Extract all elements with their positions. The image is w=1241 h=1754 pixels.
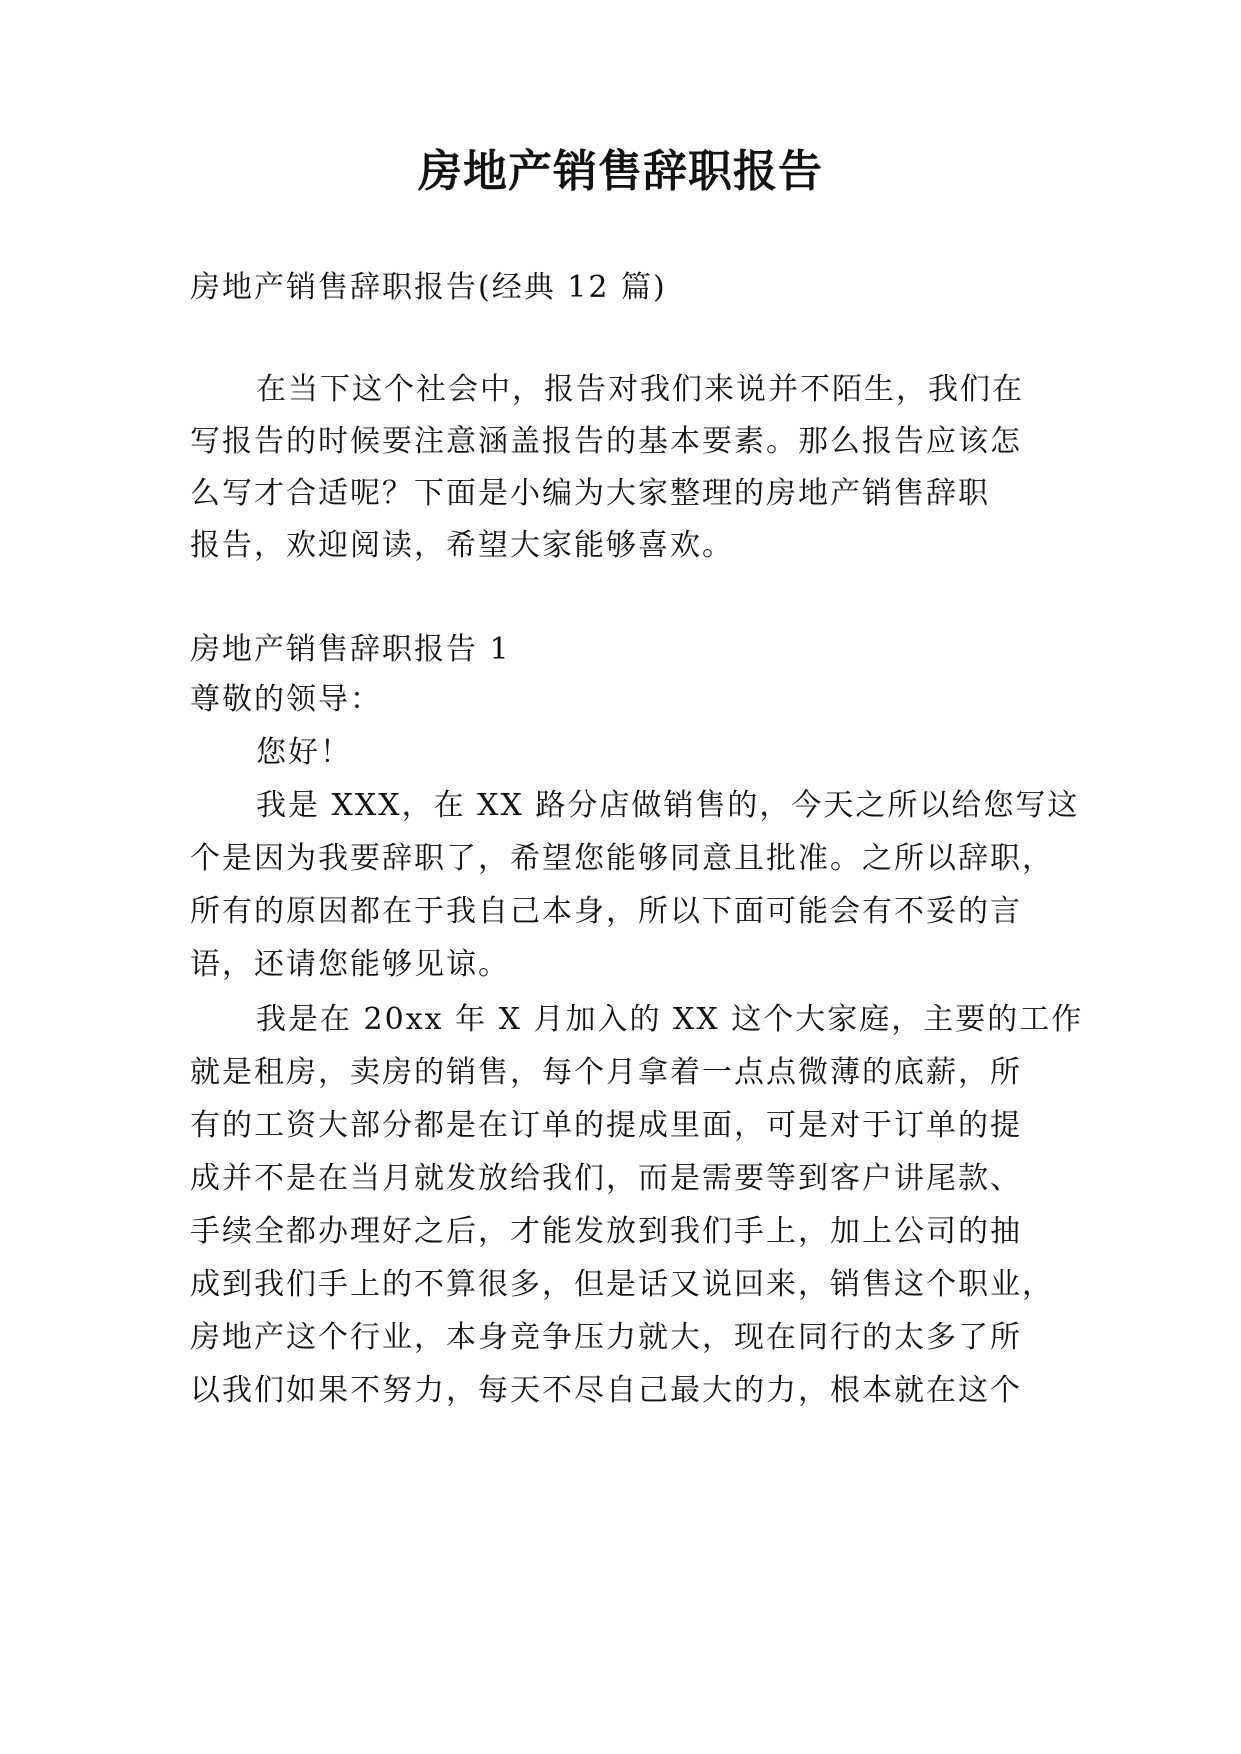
page-title: 房地产销售辞职报告 [418, 146, 823, 197]
paragraph-line: 个是因为我要辞职了，希望您能够同意且批准。之所以辞职， [190, 841, 1054, 876]
intro-line: 报告，欢迎阅读，希望大家能够喜欢。 [190, 528, 734, 563]
intro-line: 在当下这个社会中，报告对我们来说并不陌生，我们在 [256, 372, 1024, 407]
paragraph-line: 房地产这个行业，本身竞争压力就大，现在同行的太多了所 [190, 1320, 1022, 1355]
section-title: 房地产销售辞职报告 1 [190, 632, 511, 667]
document-subtitle: 房地产销售辞职报告(经典 12 篇) [190, 270, 667, 305]
intro-line: 写报告的时候要注意涵盖报告的基本要素。那么报告应该怎 [190, 424, 1022, 459]
paragraph-line: 我是在 20xx 年 X 月加入的 XX 这个大家庭，主要的工作 [256, 1002, 1084, 1037]
paragraph-line: 有的工资大部分都是在订单的提成里面，可是对于订单的提 [190, 1108, 1022, 1143]
paragraph-line: 手续全都办理好之后，才能发放到我们手上，加上公司的抽 [190, 1214, 1022, 1249]
paragraph-line: 我是 XXX，在 XX 路分店做销售的，今天之所以给您写这 [256, 788, 1080, 823]
paragraph-line: 就是租房，卖房的销售，每个月拿着一点点微薄的底薪，所 [190, 1055, 1022, 1090]
paragraph-line: 成并不是在当月就发放给我们，而是需要等到客户讲尾款、 [190, 1161, 1022, 1196]
salutation: 尊敬的领导： [190, 682, 382, 717]
paragraph-line: 以我们如果不努力，每天不尽自己最大的力，根本就在这个 [190, 1373, 1022, 1408]
greeting: 您好！ [256, 735, 352, 770]
paragraph-line: 所有的原因都在于我自己本身，所以下面可能会有不妥的言 [190, 894, 1022, 929]
paragraph-line: 成到我们手上的不算很多，但是话又说回来，销售这个职业， [190, 1267, 1054, 1302]
intro-line: 么写才合适呢？下面是小编为大家整理的房地产销售辞职 [190, 476, 990, 511]
paragraph-line: 语，还请您能够见谅。 [190, 947, 510, 982]
